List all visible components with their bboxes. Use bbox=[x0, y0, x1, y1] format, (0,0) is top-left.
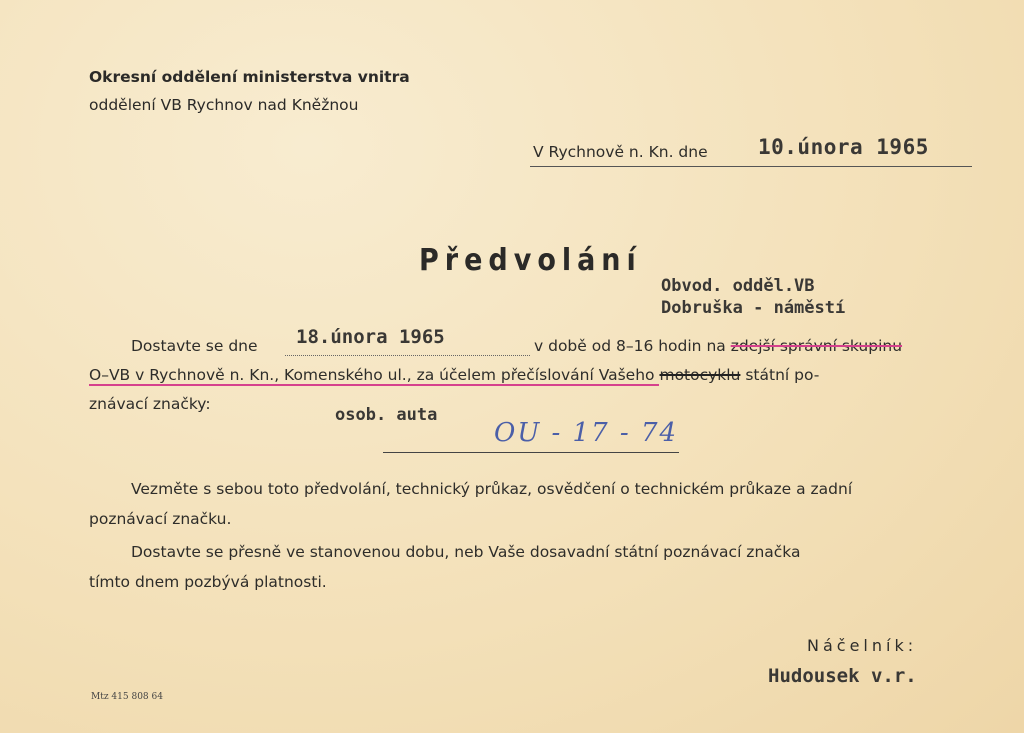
date-dotted-line bbox=[285, 355, 530, 356]
office-stamp-line2: Dobruška - náměstí bbox=[661, 298, 846, 318]
appointment-date: 18.února 1965 bbox=[296, 326, 445, 348]
body-line2 bbox=[89, 366, 819, 384]
struck-admin-group: zdejší správní skupinu bbox=[730, 337, 903, 355]
signature-label: Náčelník: bbox=[807, 636, 918, 655]
body-line1-start: Dostavte se dne bbox=[131, 337, 258, 355]
body-line2-mid: , Komenského ul., za účelem přečíslování Vašeho bbox=[274, 366, 660, 384]
paragraph-bring-docs-cont: poznávací značku. bbox=[89, 510, 232, 528]
form-code: Mtz 415 808 64 bbox=[91, 692, 163, 702]
header-office-line: Okresní oddělení ministerstva vnitra bbox=[89, 68, 410, 86]
office-stamp-line1: Obvod. odděl.VB bbox=[661, 276, 815, 296]
document-title: Předvolání bbox=[419, 243, 642, 278]
body-line3: znávací značky: bbox=[89, 395, 211, 413]
body-line1-end bbox=[534, 337, 902, 355]
place-underline bbox=[530, 166, 972, 167]
struck-ovb-rychnov: O–VB v Rychnově n. Kn. bbox=[89, 366, 275, 384]
place-prefix: V Rychnově n. Kn. dne bbox=[533, 143, 708, 161]
handwritten-plate: OU - 17 - 74 bbox=[494, 418, 679, 448]
body-line1-mid: v době od 8–16 hodin na bbox=[534, 337, 731, 355]
paragraph-punctuality: Dostavte se přesně ve stanovenou dobu, neb Vaše dosavadní státní poznávací značka bbox=[131, 543, 801, 561]
vehicle-type: osob. auta bbox=[335, 405, 438, 425]
body-line2-end: státní po- bbox=[740, 366, 820, 384]
header-department-line: oddělení VB Rychnov nad Kněžnou bbox=[89, 96, 359, 114]
signature-name: Hudousek v.r. bbox=[768, 665, 917, 687]
issue-date: 10.února 1965 bbox=[758, 135, 929, 159]
paragraph-punctuality-cont: tímto dnem pozbývá platnosti. bbox=[89, 573, 327, 591]
plate-underline bbox=[383, 452, 679, 453]
paragraph-bring-docs: Vezměte s sebou toto předvolání, technický průkaz, osvědčení o technickém průkaze a zadní bbox=[131, 480, 853, 498]
struck-motorcycle: motocyklu bbox=[659, 366, 741, 384]
